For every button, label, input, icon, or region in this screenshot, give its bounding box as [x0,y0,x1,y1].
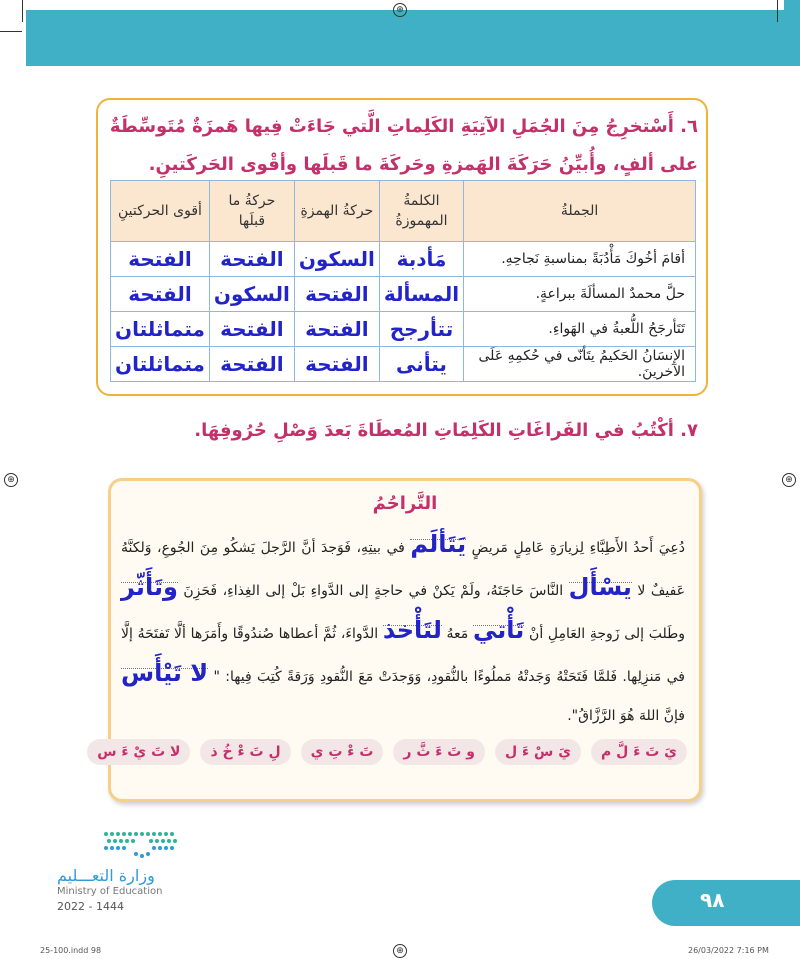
row-sentence: الإنسَانُ الحَكيمُ يتَأنّى في حُكمِهِ عَلَى الآخرينَ. [464,347,696,382]
story-box [97,478,702,802]
row-hamza-vowel: الفتحة [294,277,379,312]
page-number: ٩٨ [700,888,725,912]
fill-blank[interactable] [121,568,178,601]
row-sentence: تَتَأرجَحُ اللُّعبةُ في الهَواءِ. [464,312,696,347]
row-strongest-vowel: الفتحة [111,277,210,312]
row-word: تتأرجح [379,312,463,347]
word-chip: لِ تَ ءْ خُ ذ [200,739,290,765]
fill-blank[interactable] [121,654,209,687]
row-sentence: أقامَ أخُوكَ مَأْدُبَةً بمناسبةِ نَجاحِهِ. [464,242,696,277]
word-chip: لا تَ يْ ءَ س [87,739,190,765]
top-banner-strip [784,0,800,66]
fill-blank[interactable] [568,568,632,601]
filled-answer: يسْأَل [568,573,632,601]
crop-mark [0,31,22,32]
fill-blank[interactable] [410,525,467,558]
row-hamza-vowel: الفتحة [294,347,379,382]
crop-mark [22,0,23,22]
registration-mark-icon: ⊕ [4,473,18,487]
story-text: في بيتِهِ، فَوَجدَ أنَّ الرَّجلَ يَشكُو مِنَ الجُوعِ، وَلكنَّهُ عَفيفٌ لا [121,540,686,599]
story-title: التَّراحُمُ [372,493,438,514]
row-preceding-vowel: السكون [209,277,294,312]
filled-answer: تَأْتي [473,616,525,644]
story-text: النَّاسَ حَاجَتَهُ، ولَمْ يَكنْ في حاجةٍ إلى الدَّواءِ بَلْ إلى الغِذاءِ، فَحَزِنَ [183,583,564,599]
table-row [111,312,696,347]
word-chip: يَ سْ ءَ ل [495,739,581,765]
header-sentence: الجملةُ [464,181,696,242]
filled-answer: لتَأْخذ [382,616,442,644]
row-hamza-vowel: الفتحة [294,312,379,347]
filled-answer: يَتَألَم [410,530,467,558]
story-text: الدَّواءَ، ثُمَّ أعطاها صُندُوقًا وأَمَرَها ألَّا تَفتَحَهُ إلَّا في مَنزِلِها. فَلمَّا فَتَحَتْهُ وَجَدتْهُ مَملُوءًا بالنُّقودِ، وَوَجدَتْ مَعَ النُّقودِ وَرَقةً كُتِبَ فِيها: " [121,626,685,685]
registration-mark-icon: ⊕ [782,473,796,487]
row-sentence: حلَّ محمدٌ المسألَةَ ببراعةٍ. [464,277,696,312]
row-hamza-vowel: السكون [294,242,379,277]
row-word: مَأدبة [379,242,463,277]
header-word: الكلمةُ المهموزةُ [379,181,463,242]
table-header-row [111,181,696,242]
question-7-title: ٧. أكْتُبُ في الفَراغَاتِ الكَلِمَاتِ المُعطَاةَ بَعدَ وَصْلِ حُرُوفِهَا. [194,420,698,441]
row-strongest-vowel: متماثلتان [111,312,210,347]
row-word: المسألة [379,277,463,312]
print-date-label: 26/03/2022 7:16 PM [688,946,769,955]
row-preceding-vowel: الفتحة [209,242,294,277]
table-row [111,242,696,277]
story-text: دُعِيَ أَحدُ الأَطِبَّاءِ لِزيارَةِ عَامِلٍ مَريضٍ [471,540,686,556]
question-6-number: ٦. [680,116,698,137]
ministry-logo-icon [96,828,192,862]
row-strongest-vowel: الفتحة [111,242,210,277]
table-row [111,277,696,312]
row-preceding-vowel: الفتحة [209,347,294,382]
edition-year: 2022 - 1444 [57,900,124,913]
word-chip: و تَ ءَ ثَّ ر [393,739,485,765]
story-text: وطَلبَ إلى زَوجةِ العَامِلِ أنْ [529,626,686,642]
table-row [111,347,696,382]
filled-answer: وتَأَثّر [121,573,178,601]
row-strongest-vowel: متماثلتان [111,347,210,382]
top-banner [26,10,794,66]
question-6-title [108,108,698,184]
print-file-label: 25-100.indd 98 [40,946,102,955]
word-bank [87,739,687,765]
fill-blank[interactable] [382,611,442,644]
story-paragraph [121,525,685,736]
question-6-text: أَسْتخرِجُ مِنَ الجُمَلِ الآتِيَةِ الكَلِماتِ الَّتي جَاءَتْ فِيها هَمزَةٌ مُتَوسِّطَةٌ على ألفٍ، وأُبيِّنُ حَرَكَةَ الهَمزةِ وحَركَةَ ما قَبلَها وأقْوى الحَركَتينِ. [109,116,698,175]
ministry-name-english: Ministry of Education [57,886,163,897]
header-strongest-vowel: أقوى الحركتينِ [111,181,210,242]
story-text: فإنَّ اللهَ هُوَ الرَّزَّاقُ". [567,708,685,724]
row-preceding-vowel: الفتحة [209,312,294,347]
registration-mark-icon: ⊕ [393,3,407,17]
page-number-tab [652,880,800,926]
story-text: مَعهُ [446,626,469,642]
word-chip: يَ تَ ءَ لَّ م [591,739,687,765]
hamza-table [110,180,696,382]
ministry-name-arabic: وزارة التعـــليم [57,866,155,885]
fill-blank[interactable] [473,611,525,644]
row-word: يتأنى [379,347,463,382]
word-chip: تَ ءْ تِ ي [301,739,384,765]
filled-answer: لا تَيْأَس [121,659,209,687]
header-hamza-vowel: حركةُ الهمزةِ [294,181,379,242]
header-preceding-vowel: حركةُ ما قبلَها [209,181,294,242]
crop-mark [777,0,778,22]
registration-mark-icon: ⊕ [393,944,407,958]
